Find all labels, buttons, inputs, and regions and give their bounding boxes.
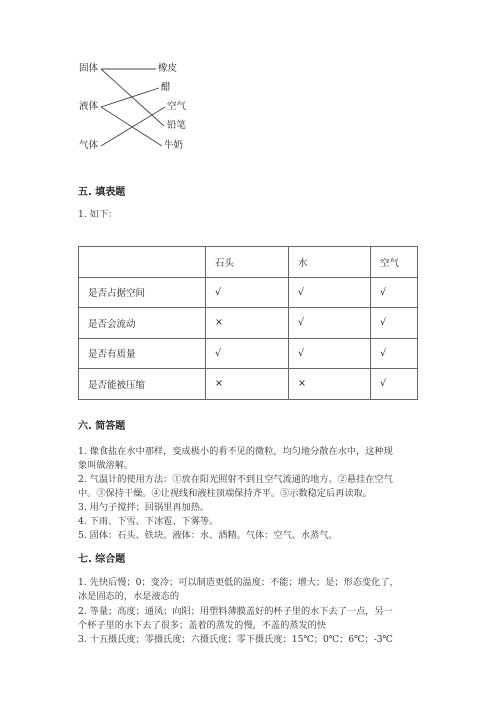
right-item-milk: 牛奶 [164,140,184,151]
table-header-cell [79,247,206,278]
table-cell: × [206,308,289,339]
table-cell: √ [289,308,371,339]
matching-lines [0,0,500,170]
table-cell: 是否有质量 [79,338,206,369]
table-row [79,369,418,400]
match-line-liquid-vinegar [101,88,159,107]
answer-line: 2. 气温计的使用方法：①放在阳光照射不到且空气流通的地方。②悬挂在空气 [78,474,393,485]
table-header-cell: 水 [289,247,371,278]
answer-line: 1. 先快后慢；0；变冷；可以制造更低的温度；不能；增大；是；形态变化了， [78,577,399,588]
answer-line: 3. 十五摄氏度；零摄氏度；六摄氏度；零下摄氏度；15℃；0℃；6℃；-3℃ [78,634,393,645]
answer-line: 2. 等量；高度；通风；向阳；用塑料薄膜盖好的杯子里的水下去了一点，另一 [78,606,393,617]
table-cell: √ [206,338,289,369]
table-header-cell: 石头 [206,247,289,278]
table-cell: √ [371,308,418,339]
answer-line: 中。③保持干燥。④让视线和液柱顶端保持齐平。⑤示数稳定后再读取。 [78,488,372,499]
answer-line: 5. 固体：石头、铁块。液体：水、酒精。气体：空气、水蒸气。 [78,530,338,541]
right-item-air: 空气 [167,101,187,112]
answer-line: 4. 下雨、下雪、下冰雹、下雾等。 [78,516,219,527]
question-5-1: 1. 如下： [78,209,118,220]
table-cell: √ [289,277,371,308]
table-cell: × [206,369,289,400]
answer-line: 3. 用勺子搅拌；回锅里再加热。 [78,502,210,513]
answer-line: 冰是固态的，水是液态的 [78,591,180,602]
table-cell: × [289,369,371,400]
table-row [79,338,418,369]
match-line-solid-pencil [101,69,164,126]
right-item-eraser: 橡皮 [158,63,178,74]
table-cell: √ [371,338,418,369]
section-5-heading: 五. 填表题 [78,187,126,198]
answer-line: 1. 像食盐在水中那样，变成极小的看不见的微粒，均匀地分散在水中，这种现 [78,446,393,457]
table-cell: √ [206,277,289,308]
properties-table [78,246,418,400]
table-header-row [79,247,418,278]
answer-line: 个杯子里的水下去了很多；盖着的蒸发的慢，不盖的蒸发的快 [78,620,327,631]
left-item-liquid: 液体 [79,101,99,112]
answer-line: 象叫做溶解。 [78,460,134,471]
table-cell: √ [371,277,418,308]
table-cell: 是否能被压缩 [79,369,206,400]
table-row [79,308,418,339]
left-item-gas: 气体 [79,140,99,151]
section-7-heading: 七. 综合题 [78,554,126,565]
table-cell: 是否会流动 [79,308,206,339]
section-6-heading: 六. 简答题 [78,421,126,432]
table-header-cell: 空气 [371,247,418,278]
right-item-pencil: 铅笔 [167,120,187,131]
table-row [79,277,418,308]
table-cell: 是否占据空间 [79,277,206,308]
table-cell: √ [371,369,418,400]
table-cell: √ [289,338,371,369]
right-item-vinegar: 醋 [161,82,171,93]
left-item-solid: 固体 [79,63,99,74]
